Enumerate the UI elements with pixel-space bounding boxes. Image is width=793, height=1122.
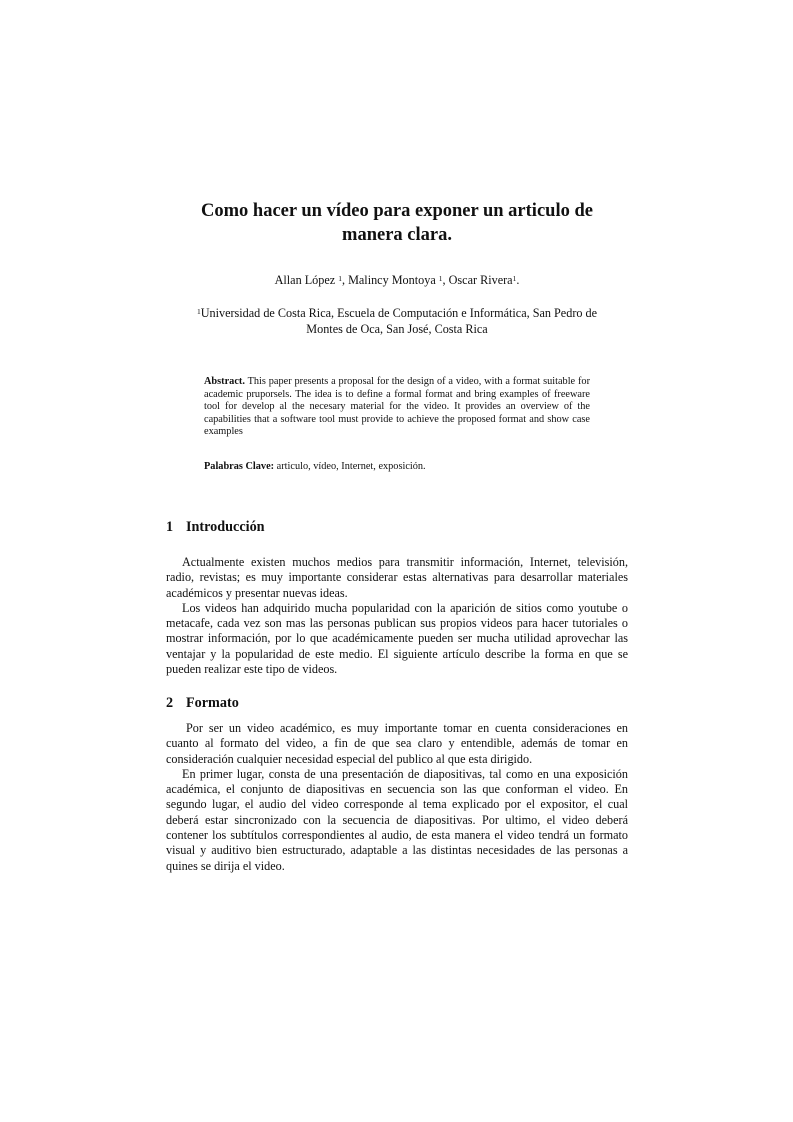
paragraph: Por ser un video académico, es muy importante tomar en cuenta consideraciones en cuanto al formato del video, a fin de que sea claro y entendible, además de tomar en consideración cualquier necesidad especial del publico al que esta dirigido. (166, 721, 628, 766)
paper-title-line-1: Como hacer un vídeo para exponer un articulo de (201, 201, 593, 221)
author-affiliation-mark: 1 (438, 274, 443, 283)
author-affiliation-mark: 1 (512, 274, 517, 283)
affiliation-line-2: Montes de Oca, San José, Costa Rica (306, 322, 488, 336)
paragraph: Los videos han adquirido mucha popularidad con la aparición de sitios como youtube o metacafe, cada vez son mas las personas publican sus propios videos para hacer tutoriales o mostrar información, por lo que académicamente pueden ser mucha utilidad aprovechar las ventajar y la popularidad de este medio. El siguiente artículo describe la forma en que se pueden realizar este tipo de videos. (166, 600, 628, 677)
author-separator: , (442, 273, 449, 287)
author-affiliation-mark: 1 (338, 274, 342, 283)
author-name: Oscar Rivera (448, 273, 513, 287)
keywords-label: Palabras Clave: (204, 461, 275, 472)
keywords-text: articulo, vídeo, Internet, exposición. (274, 461, 426, 472)
author-name: Allan López (274, 273, 336, 287)
section-title: Introducción (186, 519, 265, 535)
paper-title-line-2: manera clara. (342, 225, 452, 245)
author-name: Malincy Montoya (348, 273, 436, 287)
section-body-introduccion (166, 555, 628, 677)
section-body-formato (166, 721, 628, 874)
affiliation-line-1: Universidad de Costa Rica, Escuela de Computación e Informática, San Pedro de (200, 306, 598, 320)
author-separator: . (516, 273, 520, 287)
section-heading-introduccion (166, 518, 265, 536)
affiliation (166, 305, 628, 337)
paragraph: En primer lugar, consta de una presentación de diapositivas, tal como en una exposición académica, el conjunto de diapositivas en secuencia son las que conforman el video. En segundo lugar, el audio del video corresponde al tema explicado por el expositor, el cual deberá estar sincronizado con la secuencia de diapositivas. Por ultimo, el video deberá contener los subtítulos correspondientes al audio, de esta manera el video tendrá un formato visual y auditivo bien estructurado, adaptable a las distintas necesidades de las personas a quines se dirija el video. (166, 766, 628, 873)
author-list (166, 272, 628, 288)
paragraph: Actualmente existen muchos medios para transmitir información, Internet, televisión, radio, revistas; es muy importante considerar estas alternativas para desarrollar materiales académicos y presentar nuevas ideas. (166, 555, 628, 600)
paper-title (166, 199, 628, 247)
abstract (204, 376, 590, 439)
section-number: 1 (166, 519, 174, 535)
section-title: Formato (186, 695, 239, 711)
section-heading-formato (166, 694, 239, 712)
section-number: 2 (166, 695, 174, 711)
affiliation-mark: 1 (196, 307, 201, 316)
keywords (204, 461, 590, 474)
abstract-text: This paper presents a proposal for the design of a video, with a format suitable for academic pruporsels. The idea is to define a formal format and bring examples of freeware tool for develop al the necesary material for the video. It provides an overview of the capabilities that a software tool must provide to achieve the proposed format and show case examples (204, 376, 590, 437)
abstract-label: Abstract. (204, 376, 245, 387)
author-separator: , (341, 273, 349, 287)
